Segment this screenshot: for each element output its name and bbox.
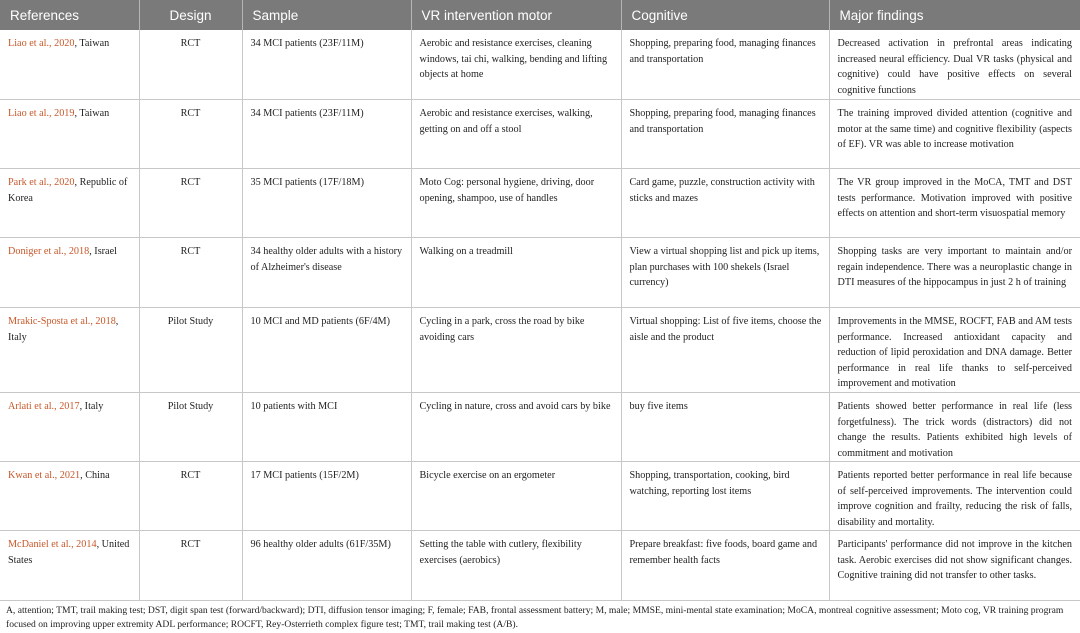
- reference-cell: [0, 531, 139, 601]
- cognitive-cell: Prepare breakfast: five foods, board game and remember health facts: [621, 531, 829, 601]
- cognitive-cell: Shopping, transportation, cooking, bird watching, reporting lost items: [621, 462, 829, 531]
- findings-cell: Shopping tasks are very important to maintain and/or regain independence. There was a neuroplastic change in DTI measures of the hippocampus in just 2 h of training: [829, 238, 1080, 308]
- findings-cell: Improvements in the MMSE, ROCFT, FAB and AM tests performance. Increased antioxidant capacity and reduction of lipid peroxidation and DNA damage. Better performance in real life thanks to self-perceived improvement and motivation: [829, 308, 1080, 393]
- header-major-findings: Major findings: [829, 0, 1080, 30]
- motor-cell: Aerobic and resistance exercises, walking, getting on and off a stool: [411, 100, 621, 169]
- reference-link[interactable]: Arlati et al., 2017: [8, 401, 80, 412]
- reference-cell: [0, 30, 139, 100]
- cognitive-cell: Virtual shopping: List of five items, choose the aisle and the product: [621, 308, 829, 393]
- reference-location: , Taiwan: [74, 38, 110, 49]
- header-references: References: [0, 0, 139, 30]
- table-row: [0, 531, 1080, 601]
- reference-link[interactable]: Kwan et al., 2021: [8, 470, 81, 481]
- motor-cell: Cycling in a park, cross the road by bike avoiding cars: [411, 308, 621, 393]
- sample-cell: 34 MCI patients (23F/11M): [242, 30, 411, 100]
- design-cell: RCT: [139, 531, 242, 601]
- sample-cell: 17 MCI patients (15F/2M): [242, 462, 411, 531]
- table-row: [0, 169, 1080, 238]
- reference-cell: [0, 100, 139, 169]
- findings-cell: The training improved divided attention (cognitive and motor at the same time) and cognitive flexibility (aspects of EF). VR was able to increase motivation: [829, 100, 1080, 169]
- reference-location: , Taiwan: [74, 108, 110, 119]
- reference-link[interactable]: Doniger et al., 2018: [8, 246, 90, 257]
- cognitive-cell: Shopping, preparing food, managing finances and transportation: [621, 30, 829, 100]
- table-footnote: A, attention; TMT, trail making test; DST, digit span test (forward/backward); DTI, diffusion tensor imaging; F, female; FAB, frontal assessment battery; M, male; MMSE, mini-mental state examination; MoCA, montreal cognitive assessment; Moto cog, VR training program focused on improving upper extremity ADL performance; ROCFT, Rey-Osterrieth complex figure test; TMT, trail making test (A/B).: [6, 605, 1064, 630]
- findings-cell: Patients reported better performance in real life because of self-perceived improvements. The intervention could improve cognition and frailty, reducing the risk of falls, disability and mortality.: [829, 462, 1080, 531]
- header-cognitive: Cognitive: [621, 0, 829, 30]
- reference-location: , Italy: [8, 316, 119, 343]
- reference-cell: [0, 308, 139, 393]
- table-row: [0, 30, 1080, 100]
- header-design: Design: [139, 0, 242, 30]
- findings-cell: Decreased activation in prefrontal areas indicating increased neural efficiency. Dual VR tasks (physical and cognitive) could have positive effects on several cognitive functions: [829, 30, 1080, 100]
- design-cell: RCT: [139, 30, 242, 100]
- reference-link[interactable]: Liao et al., 2020: [8, 38, 75, 49]
- reference-location: , United States: [8, 539, 130, 566]
- sample-cell: 34 MCI patients (23F/11M): [242, 100, 411, 169]
- table-row: [0, 100, 1080, 169]
- reference-link[interactable]: Liao et al., 2019: [8, 108, 75, 119]
- sample-cell: 10 patients with MCI: [242, 393, 411, 462]
- reference-cell: [0, 462, 139, 531]
- design-cell: Pilot Study: [139, 308, 242, 393]
- table-row: [0, 308, 1080, 393]
- table-row: [0, 238, 1080, 308]
- findings-cell: Patients showed better performance in real life (less forgetfulness). The trick words (distractors) did not change the results. Patients exhibited high levels of commitment and motivation: [829, 393, 1080, 462]
- motor-cell: Cycling in nature, cross and avoid cars by bike: [411, 393, 621, 462]
- findings-cell: Participants' performance did not improve in the kitchen task. Aerobic exercises did not show significant changes. Cognitive training did not transfer to other tasks.: [829, 531, 1080, 601]
- header-vr-motor: VR intervention motor: [411, 0, 621, 30]
- reference-link[interactable]: Park et al., 2020: [8, 177, 75, 188]
- reference-location: , Republic of Korea: [8, 177, 128, 204]
- reference-location: , Israel: [89, 246, 117, 257]
- design-cell: RCT: [139, 462, 242, 531]
- motor-cell: Moto Cog: personal hygiene, driving, door opening, shampoo, use of handles: [411, 169, 621, 238]
- table-row: [0, 393, 1080, 462]
- table-row: [0, 462, 1080, 531]
- sample-cell: 96 healthy older adults (61F/35M): [242, 531, 411, 601]
- cognitive-cell: buy five items: [621, 393, 829, 462]
- motor-cell: Bicycle exercise on an ergometer: [411, 462, 621, 531]
- reference-location: , China: [80, 470, 110, 481]
- cognitive-cell: View a virtual shopping list and pick up items, plan purchases with 100 shekels (Israel currency): [621, 238, 829, 308]
- cognitive-cell: Shopping, preparing food, managing finances and transportation: [621, 100, 829, 169]
- reference-link[interactable]: McDaniel et al., 2014: [8, 539, 97, 550]
- design-cell: RCT: [139, 238, 242, 308]
- reference-location: , Italy: [79, 401, 104, 412]
- design-cell: RCT: [139, 169, 242, 238]
- motor-cell: Aerobic and resistance exercises, cleaning windows, tai chi, walking, bending and lifting objects at home: [411, 30, 621, 100]
- reference-link[interactable]: Mrakic-Sposta et al., 2018: [8, 316, 116, 327]
- header-sample: Sample: [242, 0, 411, 30]
- motor-cell: Walking on a treadmill: [411, 238, 621, 308]
- design-cell: RCT: [139, 100, 242, 169]
- sample-cell: 34 healthy older adults with a history of Alzheimer's disease: [242, 238, 411, 308]
- findings-cell: The VR group improved in the MoCA, TMT and DST tests performance. Motivation improved with positive effects on attention and short-term visuospatial memory: [829, 169, 1080, 238]
- table-header-row: [0, 0, 1080, 30]
- reference-cell: [0, 238, 139, 308]
- reference-cell: [0, 169, 139, 238]
- motor-cell: Setting the table with cutlery, flexibility exercises (aerobics): [411, 531, 621, 601]
- sample-cell: 35 MCI patients (17F/18M): [242, 169, 411, 238]
- sample-cell: 10 MCI and MD patients (6F/4M): [242, 308, 411, 393]
- design-cell: Pilot Study: [139, 393, 242, 462]
- reference-cell: [0, 393, 139, 462]
- cognitive-cell: Card game, puzzle, construction activity with sticks and mazes: [621, 169, 829, 238]
